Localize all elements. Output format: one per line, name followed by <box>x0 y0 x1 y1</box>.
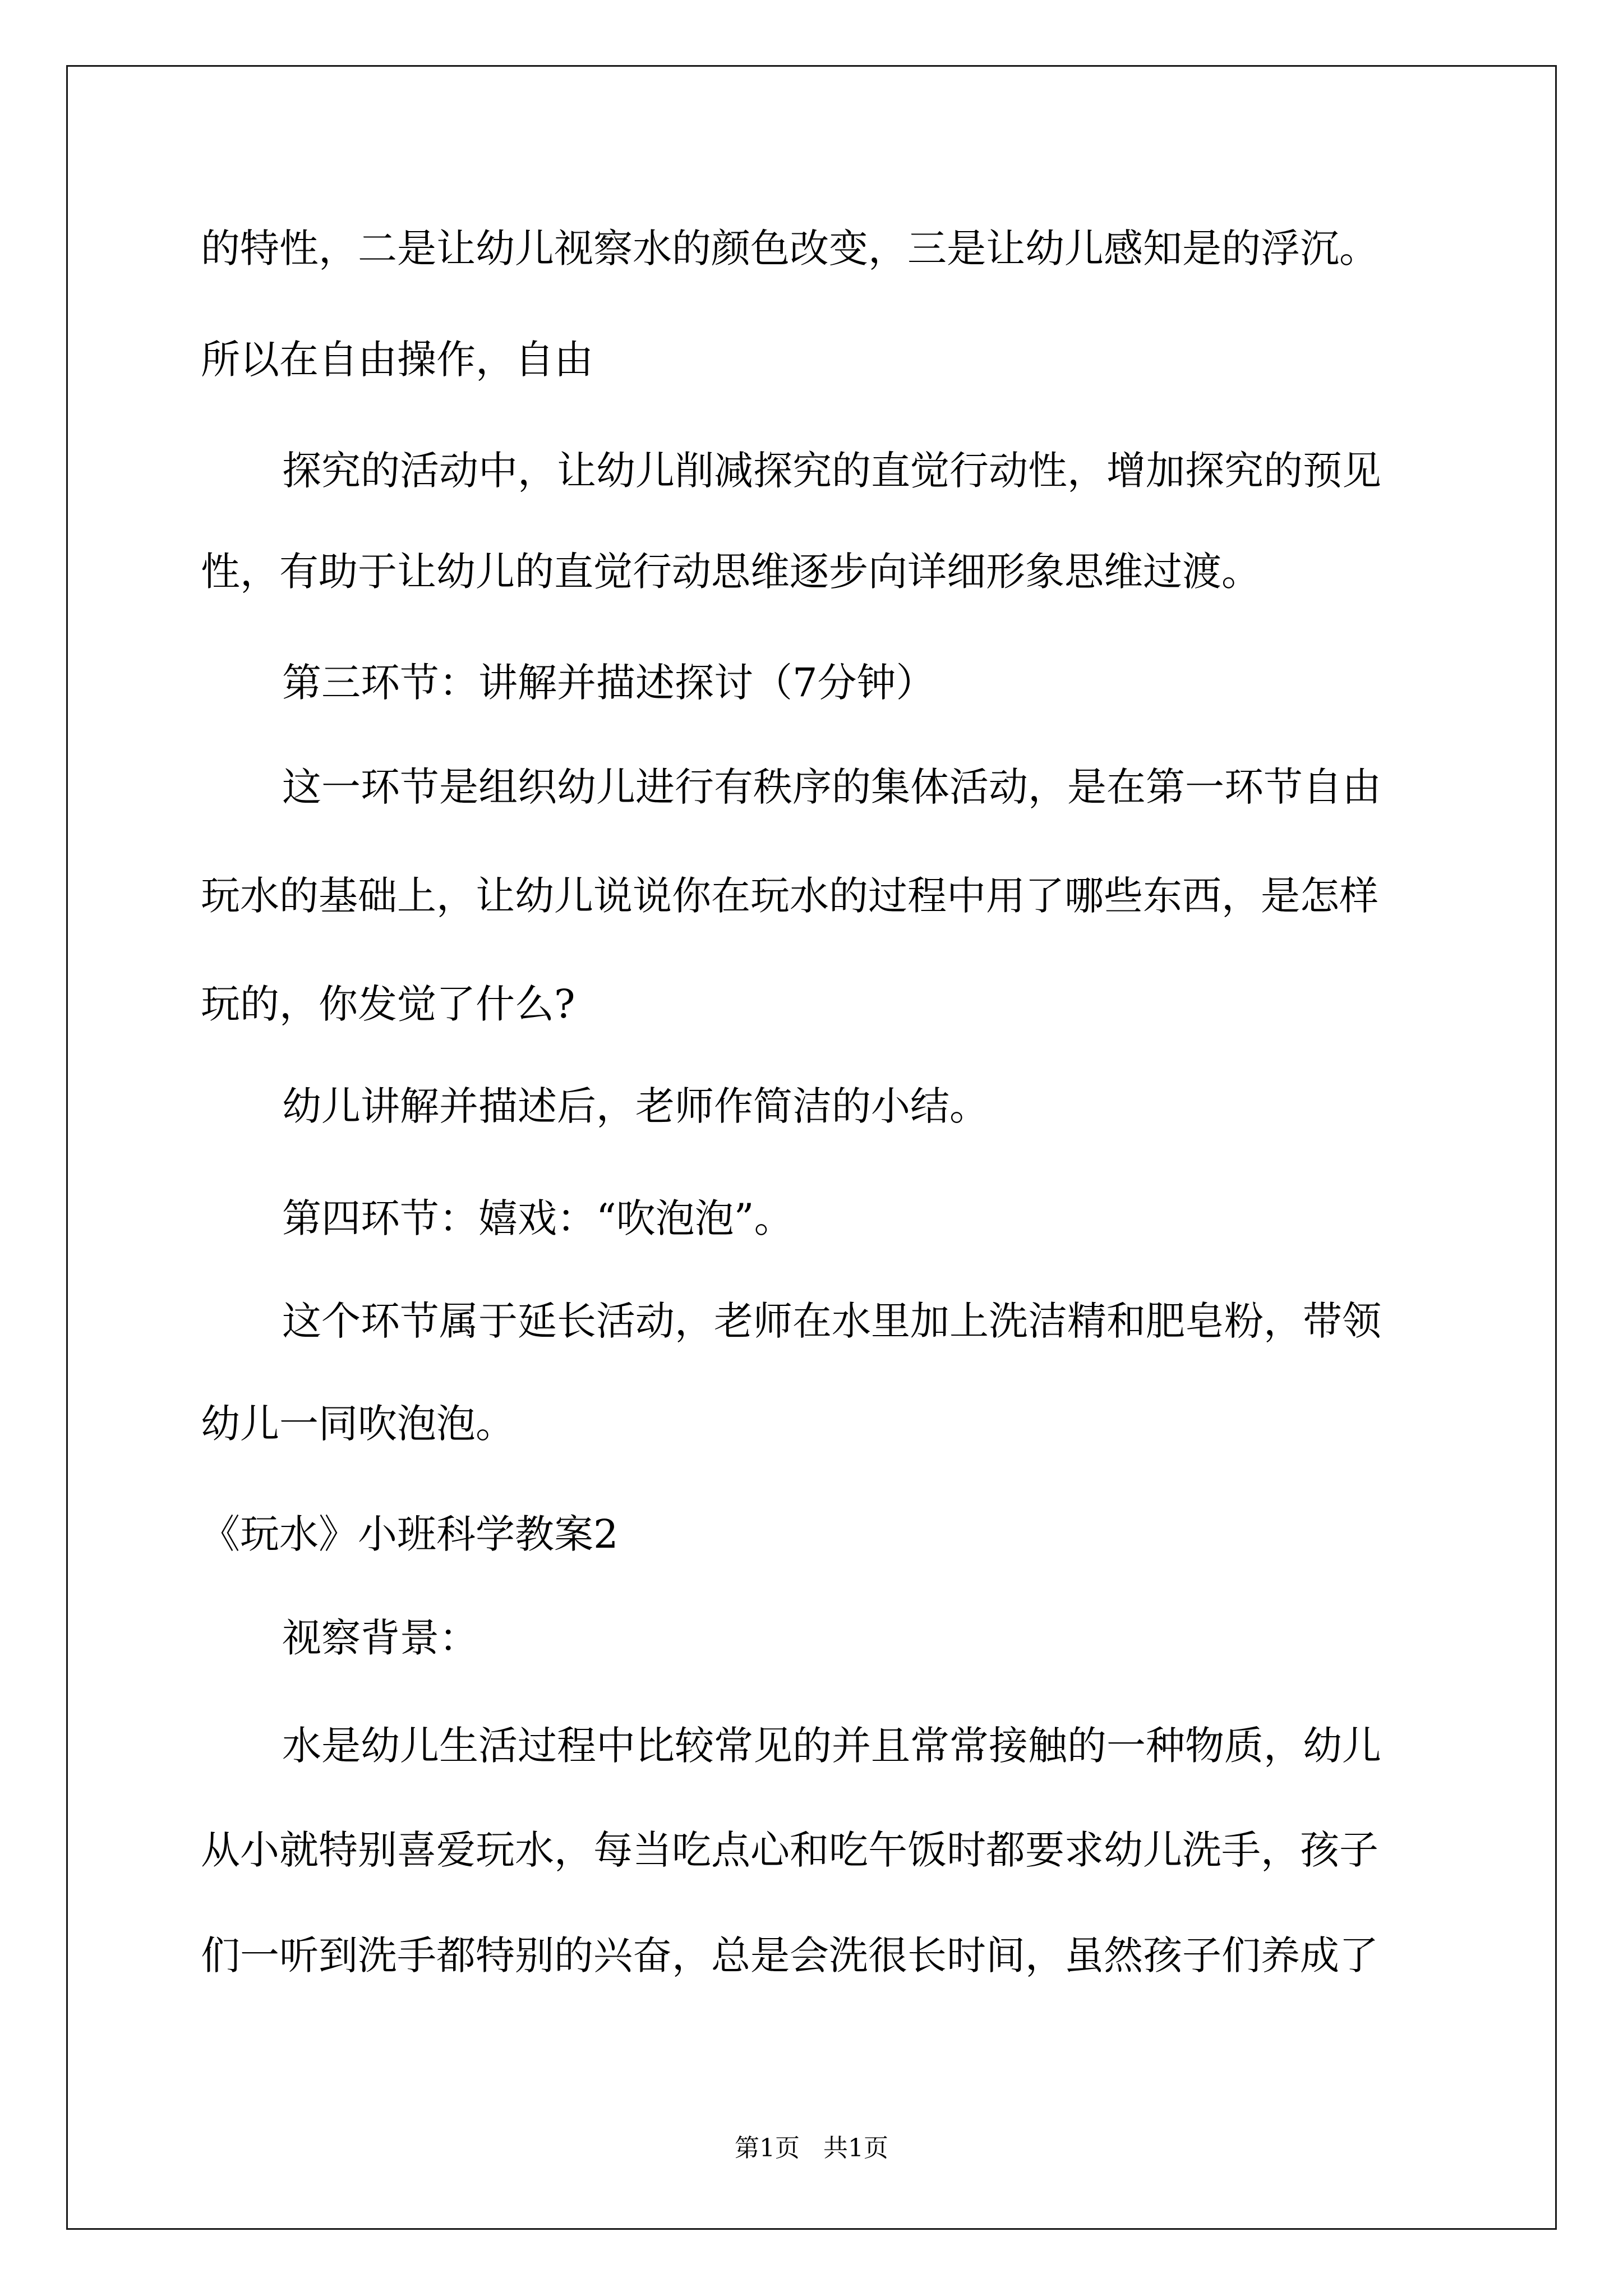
text-line: 玩水的基础上，让幼儿说说你在玩水的过程中用了哪些东西，是怎样 <box>201 873 1378 919</box>
text-line: 从小就特别喜爱玩水，每当吃点心和吃午饭时都要求幼儿洗手，孩子 <box>201 1827 1378 1873</box>
section-heading: 视察背景： <box>282 1615 478 1661</box>
text-line: 的特性，二是让幼儿视察水的颜色改变，三是让幼儿感知是的浮沉。 <box>201 226 1378 272</box>
text-line: 这个环节属于延长活动，老师在水里加上洗洁精和肥皂粉，带领 <box>282 1298 1381 1344</box>
text-line: 水是幼儿生活过程中比较常见的并且常常接触的一种物质，幼儿 <box>282 1723 1381 1769</box>
page-footer: 第1页 共1页 <box>735 2134 888 2162</box>
text-line: 所以在自由操作，自由 <box>201 337 593 383</box>
text-line: 玩的，你发觉了什么? <box>201 981 575 1027</box>
section-heading: 第三环节：讲解并描述探讨（7分钟） <box>282 660 935 706</box>
text-line: 幼儿一同吹泡泡。 <box>201 1401 515 1447</box>
section-heading: 第四环节：嬉戏：“吹泡泡”。 <box>282 1195 794 1241</box>
text-line: 这一环节是组织幼儿进行有秩序的集体活动，是在第一环节自由 <box>282 764 1381 810</box>
text-line: 探究的活动中，让幼儿削减探究的直觉行动性，增加探究的预见 <box>282 448 1381 494</box>
page-border <box>66 65 1557 2230</box>
document-title: 《玩水》小班科学教案2 <box>201 1511 619 1557</box>
text-line: 性，有助于让幼儿的直觉行动思维逐步向详细形象思维过渡。 <box>201 549 1261 595</box>
text-line: 们一听到洗手都特别的兴奋，总是会洗很长时间，虽然孩子们养成了 <box>201 1932 1378 1978</box>
text-line: 幼儿讲解并描述后，老师作简洁的小结。 <box>282 1083 989 1129</box>
